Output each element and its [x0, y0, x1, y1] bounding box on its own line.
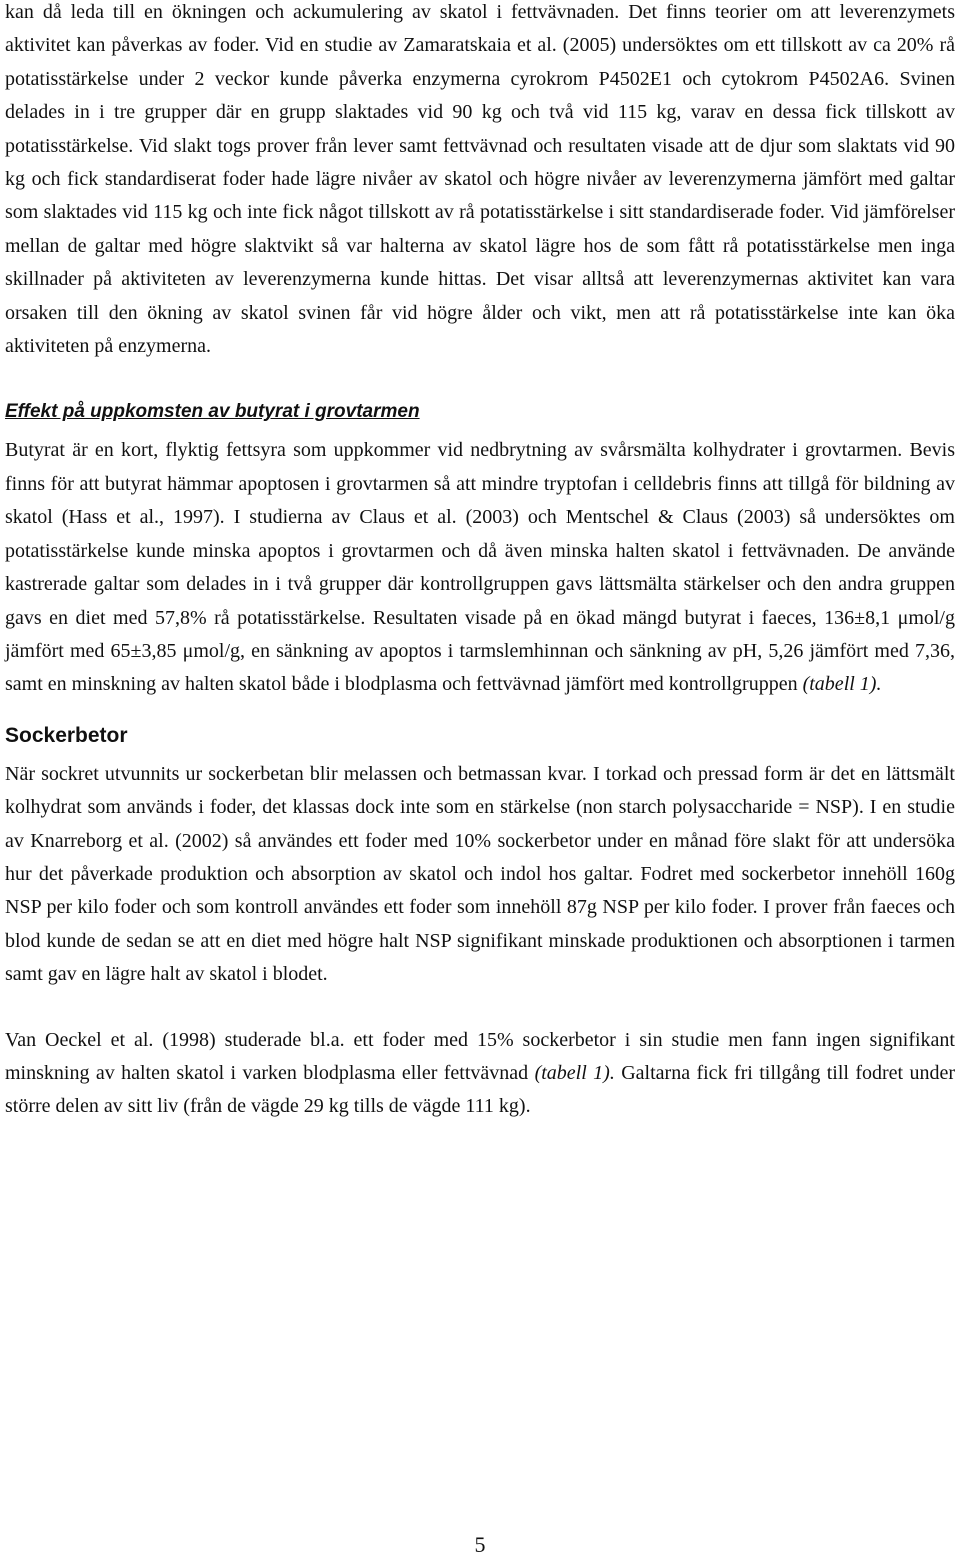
- document-page: [5, 0, 955, 1124]
- body-paragraph: När sockret utvunnits ur sockerbetan blir melassen och betmassan kvar. I torkad och pressad form är det en lättsmält kolhydrat som används i foder, det klassas dock inte som en stärkelse (non starch polysaccharide = NSP). I en studie av Knarreborg et al. (2002) så användes ett foder med 10% sockerbetor under en månad före slakt för att undersöka hur det påverkade produktion och absorption av skatol och indol hos galtar. Fodret med sockerbetor innehöll 160g NSP per kilo foder och som kontroll användes ett foder som innehöll 87g NSP per kilo foder. I prover från faeces och blod kunde de sedan se att en diet med högre halt NSP signifikant minskade produktionen och absorptionen i tarmen samt gav en lägre halt av skatol i blodet.: [5, 762, 955, 986]
- table-reference: (tabell 1).: [802, 673, 882, 696]
- body-paragraph: kan då leda till en ökningen och ackumulering av skatol i fettvävnaden. Det finns teorier om att leverenzymets aktivitet kan påverkas av foder. Vid en studie av Zamaratskaia et al. (2005) undersöktes om ett tillskott av ca 20% rå potatisstärkelse under 2 veckor kunde påverka enzymerna cyrokrom P4502E1 och cytokrom P4502A6. Svinen delades in i tre grupper där en grupp slaktades vid 90 kg och två vid 115 kg, varav en dessa fick tillskott av potatisstärkelse. Vid slakt togs prover från lever samt fettvävnad och resultaten visade att de djur som slaktats vid 90 kg och fick standardiserat foder hade lägre nivåer av skatol och högre nivåer av leverenzymerna jämfört med galtar som slaktades vid 115 kg och inte fick något tillskott av rå potatisstärkelse i sitt standardiserade foder. Vid jämförelser mellan de galtar med högre slaktvikt så var halterna av skatol lägre hos de som fått rå potatisstärkelse men inga skillnader på aktiviteten av leverenzymerna kunde hittas. Det visar alltså att leverenzymernas aktivitet kan vara orsaken till den ökning av skatol svinen får vid högre ålder och vikt, men att rå potatisstärkelse inte kan öka aktiviteten på enzymerna.: [5, 1, 955, 358]
- paragraph-text: Galtarna fick fri tillgång till fodret under större delen av sitt liv (från de vägde 29 kg tills de vägde 111 kg).: [5, 1061, 955, 1118]
- paragraph-text: Van Oeckel et al. (1998) studerade bl.a. ett foder med 15% sockerbetor i sin studie men fann ingen signifikant minskning av halten skatol i varken blodplasma eller fettvävnad: [5, 1028, 955, 1084]
- body-paragraph: [5, 434, 955, 701]
- section-heading-sockerbetor: Sockerbetor: [5, 723, 128, 747]
- table-reference: (tabell 1).: [534, 1061, 615, 1084]
- body-paragraph: [5, 1024, 955, 1124]
- section-heading-butyrat: Effekt på uppkomsten av butyrat i grovtarmen: [5, 401, 420, 423]
- page-number: 5: [474, 1532, 486, 1557]
- paragraph-text: Butyrat är en kort, flyktig fettsyra som uppkommer vid nedbrytning av svårsmälta kolhydrater i grovtarmen. Bevis finns för att butyrat hämmar apoptosen i grovtarmen så att mindre tryptofan i celldebris finns att tillgå för bildning av skatol (Hass et al., 1997). I studierna av Claus et al. (2003) och Mentschel & Claus (2003) så undersöktes om potatisstärkelse kunde minska apoptos i grovtarmen och då även minska halten skatol i fettvävnaden. De använde kastrerade galtar som delades in i två grupper där kontrollgruppen gavs lättsmälta stärkelser och den andra gruppen gavs en diet med 57,8% rå potatisstärkelse. Resultaten visade på en ökad mängd butyrat i faeces, 136±8,1 μmol/g jämfört med 65±3,85 μmol/g, en sänkning av apoptos i tarmslemhinnan och sänkning av pH, 5,26 jämfört med 7,36, samt en minskning av halten skatol både i blodplasma och fettvävnad jämfört med kontrollgruppen: [5, 439, 955, 696]
